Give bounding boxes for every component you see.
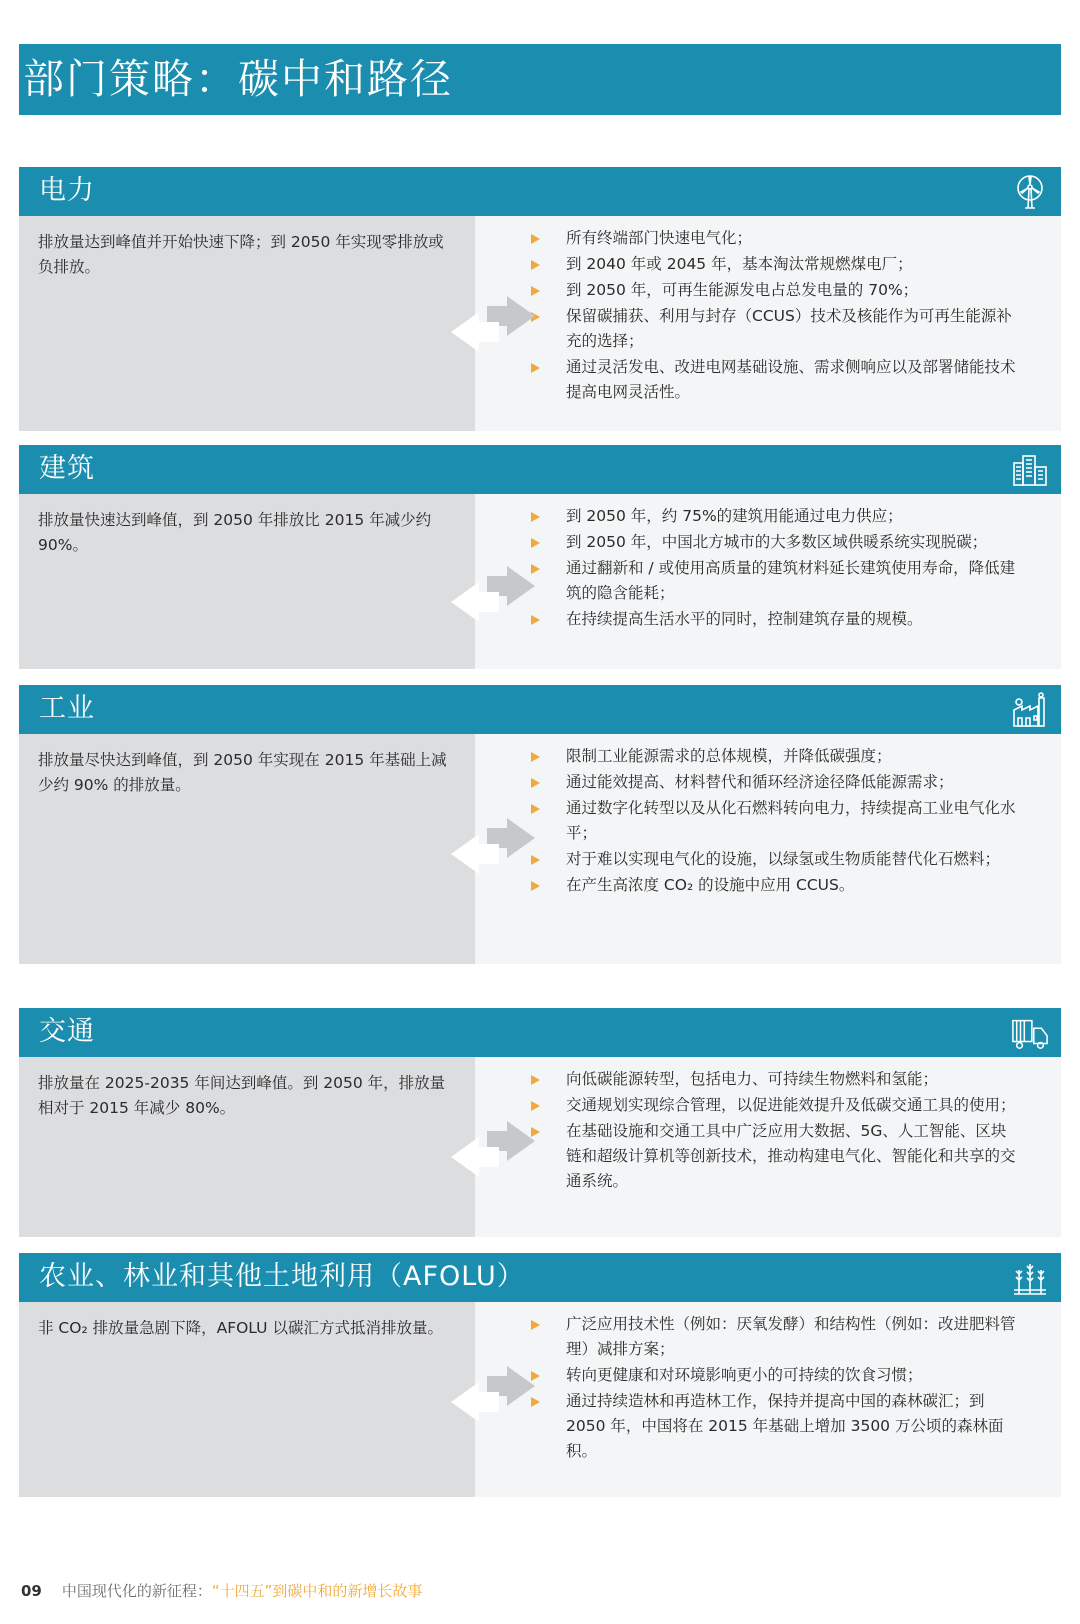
list-item: 向低碳能源转型，包括电力、可持续生物燃料和氢能；	[531, 1067, 1021, 1092]
double-arrow-icon	[447, 564, 539, 624]
bullet-marker-icon	[531, 363, 540, 373]
section-header	[19, 167, 1061, 216]
section-body	[19, 1057, 1061, 1237]
list-item: 到 2050 年，约 75%的建筑用能通过电力供应；	[531, 504, 1021, 529]
section-actions	[475, 1057, 1061, 1237]
section-afolu	[19, 1253, 1061, 1497]
list-item: 通过数字化转型以及从化石燃料转向电力，持续提高工业电气化水平；	[531, 796, 1021, 846]
list-item: 广泛应用技术性（例如：厌氧发酵）和结构性（例如：改进肥料管理）减排方案；	[531, 1312, 1021, 1362]
bullet-marker-icon	[531, 538, 540, 548]
section-header	[19, 1253, 1061, 1302]
section-target: 排放量达到峰值并开始快速下降；到 2050 年实现零排放或负排放。	[19, 216, 475, 431]
footer-text: 中国现代化的新征程：	[61, 1582, 212, 1600]
double-arrow-icon	[447, 816, 539, 876]
bullet-marker-icon	[531, 512, 540, 522]
bullet-marker-icon	[531, 1075, 540, 1085]
bullet-marker-icon	[531, 1101, 540, 1111]
section-industry	[19, 685, 1061, 964]
section-title: 农业、林业和其他土地利用（AFOLU）	[39, 1261, 525, 1292]
bullet-marker-icon	[531, 752, 540, 762]
section-title: 工业	[39, 693, 95, 724]
section-buildings	[19, 445, 1061, 669]
footer	[21, 1580, 422, 1601]
section-body	[19, 1302, 1061, 1497]
section-body	[19, 734, 1061, 964]
bullet-marker-icon	[531, 881, 540, 891]
list-item: 所有终端部门快速电气化；	[531, 226, 1021, 251]
list-item: 转向更健康和对环境影响更小的可持续的饮食习惯；	[531, 1363, 1021, 1388]
list-item: 通过能效提高、材料替代和循环经济途径降低能源需求；	[531, 770, 1021, 795]
factory-icon	[1011, 691, 1049, 729]
list-item: 到 2050 年，中国北方城市的大多数区域供暖系统实现脱碳；	[531, 530, 1021, 555]
section-target: 非 CO₂ 排放量急剧下降，AFOLU 以碳汇方式抵消排放量。	[19, 1302, 475, 1497]
bullet-marker-icon	[531, 778, 540, 788]
footer-highlight: “十四五”到碳中和的新增长故事	[211, 1582, 423, 1600]
section-target: 排放量在 2025-2035 年间达到峰值。到 2050 年，排放量相对于 2015 年减少 80%。	[19, 1057, 475, 1237]
list-item: 对于难以实现电气化的设施，以绿氢或生物质能替代化石燃料；	[531, 847, 1021, 872]
bullet-marker-icon	[531, 1320, 540, 1330]
section-header	[19, 1008, 1061, 1057]
section-actions	[475, 494, 1061, 669]
list-item: 通过持续造林和再造林工作，保持并提高中国的森林碳汇；到 2050 年，中国将在 2015 年基础上增加 3500 万公顷的森林面积。	[531, 1389, 1021, 1464]
list-item: 保留碳捕获、利用与封存（CCUS）技术及核能作为可再生能源补充的选择；	[531, 304, 1021, 354]
double-arrow-icon	[447, 294, 539, 354]
wheat-icon	[1011, 1259, 1049, 1297]
section-target: 排放量尽快达到峰值，到 2050 年实现在 2015 年基础上减少约 90% 的排放量。	[19, 734, 475, 964]
section-header	[19, 685, 1061, 734]
page-number: 09	[21, 1582, 42, 1600]
list-item: 通过翻新和 / 或使用高质量的建筑材料延长建筑使用寿命，降低建筑的隐含能耗；	[531, 556, 1021, 606]
bullet-marker-icon	[531, 234, 540, 244]
section-actions	[475, 1302, 1061, 1497]
section-target: 排放量快速达到峰值，到 2050 年排放比 2015 年减少约 90%。	[19, 494, 475, 669]
list-item: 到 2040 年或 2045 年，基本淘汰常规燃煤电厂；	[531, 252, 1021, 277]
buildings-icon	[1011, 451, 1049, 489]
section-actions	[475, 734, 1061, 964]
page-title: 部门策略：碳中和路径	[19, 44, 1061, 115]
list-item: 限制工业能源需求的总体规模，并降低碳强度；	[531, 744, 1021, 769]
list-item: 交通规划实现综合管理，以促进能效提升及低碳交通工具的使用；	[531, 1093, 1021, 1118]
section-title: 交通	[39, 1016, 95, 1047]
section-body	[19, 216, 1061, 431]
list-item: 通过灵活发电、改进电网基础设施、需求侧响应以及部署储能技术提高电网灵活性。	[531, 355, 1021, 405]
truck-icon	[1011, 1014, 1049, 1052]
section-body	[19, 494, 1061, 669]
section-title: 电力	[39, 175, 95, 206]
section-power	[19, 167, 1061, 431]
list-item: 在产生高浓度 CO₂ 的设施中应用 CCUS。	[531, 873, 1021, 898]
section-title: 建筑	[39, 453, 95, 484]
double-arrow-icon	[447, 1364, 539, 1424]
bullet-marker-icon	[531, 260, 540, 270]
section-transport	[19, 1008, 1061, 1237]
wind-turbine-icon	[1011, 173, 1049, 211]
section-actions	[475, 216, 1061, 431]
double-arrow-icon	[447, 1119, 539, 1179]
bullet-marker-icon	[531, 804, 540, 814]
list-item: 在持续提高生活水平的同时，控制建筑存量的规模。	[531, 607, 1021, 632]
list-item: 在基础设施和交通工具中广泛应用大数据、5G、人工智能、区块链和超级计算机等创新技术，推动构建电气化、智能化和共享的交通系统。	[531, 1119, 1021, 1194]
section-header	[19, 445, 1061, 494]
list-item: 到 2050 年，可再生能源发电占总发电量的 70%；	[531, 278, 1021, 303]
